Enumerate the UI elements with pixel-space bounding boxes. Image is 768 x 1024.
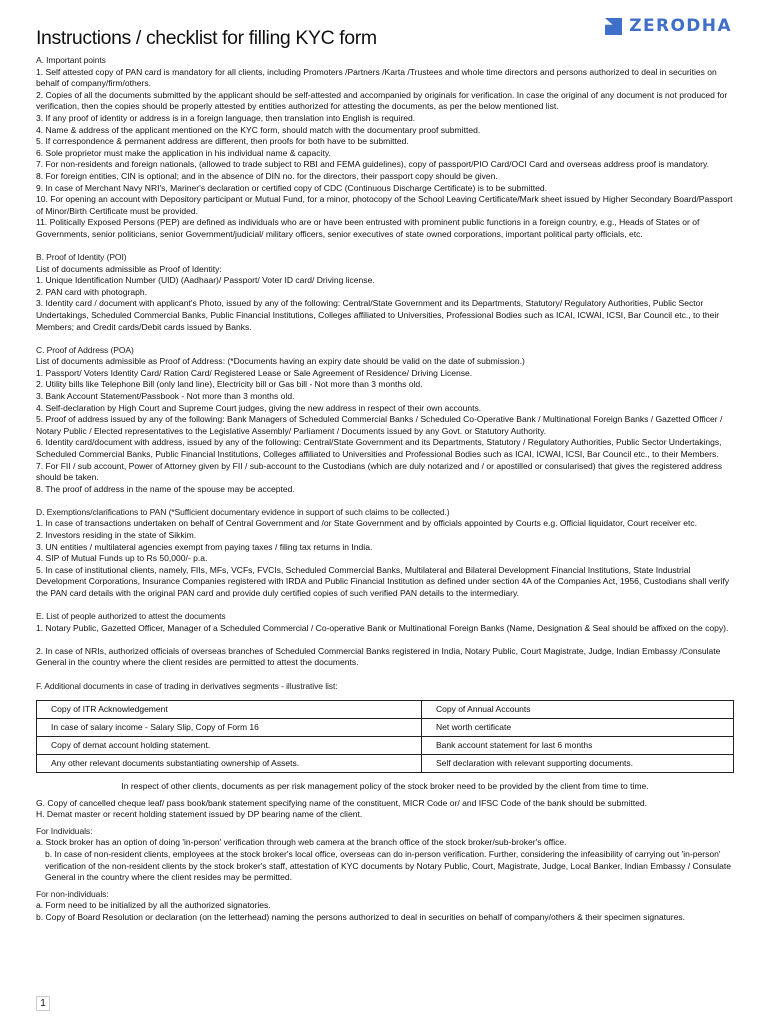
list-item: 1. Unique Identification Number (UID) (Aadhaar)/ Passport/ Voter ID card/ Driving license. [36,275,375,286]
list-item: 3. UN entities / multilateral agencies exempt from paying taxes / filing tax returns in India. [36,541,373,552]
section-heading: C. Proof of Address (POA) [36,344,134,355]
list-item: 5. If correspondence & permanent address are different, then proofs for both have to be submitted. [36,136,409,147]
table-cell: Self declaration with relevant supporting documents. [422,755,734,773]
logo-text: ZERODHA [629,16,732,36]
section-heading: F. Additional documents in case of trading in derivatives segments - illustrative list: [36,680,338,691]
section-important-points [36,55,734,241]
section-intro: List of documents admissible as Proof of Address: (*Documents having an expiry date should be valid on the date of submission.) [36,356,525,367]
derivatives-documents-table [36,700,734,773]
list-item: 1. Notary Public, Gazetted Officer, Manager of a Scheduled Commercial / Co-operative Bank or Multinational Foreign Banks (Name, Designation & Seal should be affixed on the copy). [36,622,729,633]
table-cell: Bank account statement for last 6 months [422,737,734,755]
section-proof-of-address [36,345,734,496]
section-heading: D. Exemptions/clarifications to PAN (*Sufficient documentary evidence in support of such claims to be collected.) [36,506,450,517]
page-title: Instructions / checklist for filling KYC form [36,27,377,49]
section-for-individuals [36,826,734,884]
table-row [37,701,734,719]
section-for-non-individuals [36,889,734,924]
list-item: 3. If any proof of identity or address is in a foreign language, then translation into English is required. [36,112,416,123]
list-item: 6. Sole proprietor must make the application in his individual name & capacity. [36,147,331,158]
section-heading: For Individuals: [36,825,93,836]
list-item: 4. Name & address of the applicant mentioned on the KYC form, should match with the documentary proof submitted. [36,124,481,135]
list-item: 10. For opening an account with Depository participant or Mutual Fund, for a minor, photocopy of the School Leaving Certificate/Mark sheet issued by Higher Secondary Board/Passport of Minor/Birth Certificate must be provided. [36,194,733,216]
list-item: 3. Identity card / document with applicant's Photo, issued by any of the following: Central/State Government and its Departments, Statutory/ Regulatory Authorities, Public Sector Undertakings, Scheduled Commercial Banks, Public Financial Institutions, Colleges affiliated to Universities, Professional Bodies such as ICAI, ICWAI, ICSI, Bar Council etc., to their Members; and Credit cards/Debit cards issued by Banks. [36,298,720,332]
list-item: 2. Investors residing in the state of Sikkim. [36,530,197,541]
section-attesting-authorities [36,611,734,669]
list-item: a. Form need to be initialized by all the authorized signatories. [36,900,271,911]
risk-policy-note: In respect of other clients, documents as per risk management policy of the stock broker need to be provided by the client from time to time. [121,781,649,792]
section-h-demat-statement: H. Demat master or recent holding statement issued by DP bearing name of the client. [36,809,363,820]
list-item: 5. In case of institutional clients, namely, FIIs, MFs, VCFs, FVCIs, Scheduled Commercial Banks, Multilateral and Bilateral Development Financial Institutions, State Industrial Development Corporations, Insurance Companies registered with IRDA and Public Financial Institution as defined under section 4A of the Companies Act, 1956, Custodians shall verify the PAN card details with the original PAN card and provide duly certified copies of such verified PAN details to the intermediary. [36,564,730,599]
document-body [36,55,734,924]
list-item: 4. Self-declaration by High Court and Supreme Court judges, giving the new address in respect of their own accounts. [36,402,482,413]
list-item: b. Copy of Board Resolution or declaration (on the letterhead) naming the persons authorized to deal in securities on behalf of company/others & their specimen signatures. [36,912,685,923]
table-row [37,755,734,773]
list-item: 3. Bank Account Statement/Passbook - Not more than 3 months old. [36,391,295,402]
list-item: 2. Utility bills like Telephone Bill (only land line), Electricity bill or Gas bill - Not more than 3 months old. [36,379,423,390]
list-item: 7. For non-residents and foreign nationals, (allowed to trade subject to RBI and FEMA guidelines), copy of passport/PIO Card/OCI Card and overseas address proof is mandatory. [36,159,710,170]
section-heading: A. Important points [36,55,106,65]
table-cell: Any other relevant documents substantiating ownership of Assets. [37,755,422,773]
list-item: 2. In case of NRIs, authorized officials of overseas branches of Scheduled Commercial Banks registered in India, Notary Public, Court Magistrate, Judge, Indian Embassy /Consulate General in the country where the client resides are permitted to attest the documents. [36,645,721,668]
list-item: b. In case of non-resident clients, employees at the stock broker's local office, overseas can do in-person verification. Further, considering the infeasibility of carrying out 'in-person' verification of the non-resident clients by the stock broker's staff, attestation of KYC documents by Notary Public, Court, Magistrate, Judge, Local Banker, Indian Embassy / Consulate General in the country where the client resides may be permitted. [45,849,732,883]
table-cell: Copy of Annual Accounts [422,701,734,719]
section-pan-exemptions [36,507,734,600]
table-row [37,719,734,737]
list-item: 7. For FII / sub account, Power of Attorney given by FII / sub-account to the Custodians (which are duly notarized and / or apostilled or consularised) that gives the registered address should be taken. [36,460,723,483]
section-heading: B. Proof of Identity (POI) [36,252,127,262]
zerodha-logo [605,16,732,36]
section-heading: E. List of people authorized to attest the documents [36,611,226,622]
section-proof-of-identity [36,252,734,333]
list-item: 1. Self attested copy of PAN card is mandatory for all clients, including Promoters /Partners /Karta /Trustees and whole time directors and persons authorized to deal in securities on behalf of company/firm/others. [36,66,717,89]
list-item: 1. In case of transactions undertaken on behalf of Central Government and /or State Government and by officials appointed by Courts e.g. Official liquidator, Court receiver etc. [36,518,698,529]
table-cell: In case of salary income - Salary Slip, Copy of Form 16 [37,719,422,737]
list-item: 11. Politically Exposed Persons (PEP) are defined as individuals who are or have been entrusted with prominent public functions in a foreign country, e.g., Heads of States or of Governments, senior politicians, senior Government/judicial/ military officers, senior executives of state owned corporations, important political party officials, etc. [36,217,700,239]
table-row [37,737,734,755]
list-item: 1. Passport/ Voters Identity Card/ Ration Card/ Registered Lease or Sale Agreement of Residence/ Driving License. [36,367,473,378]
list-item: 6. Identity card/document with address, issued by any of the following: Central/State Government and its Departments, Statutory / Regulatory Authorities, Public Sector Undertakings, Scheduled Commercial Banks, Public Financial Institutions, Colleges affiliated to Universities and Professional Bodies such as ICAI, ICWAI, ICSI, Bar Council etc., to their Members. [36,437,722,459]
list-item: a. Stock broker has an option of doing 'in-person' verification through web camera at the branch office of the stock broker/sub-broker's office. [36,837,567,848]
list-item: 8. The proof of address in the name of the spouse may be accepted. [36,483,295,494]
list-item: 9. In case of Merchant Navy NRI's, Mariner's declaration or certified copy of CDC (Continuous Discharge Certificate) is to be submitted. [36,182,548,193]
page-number: 1 [36,996,50,1011]
list-item: 4. SIP of Mutual Funds up to Rs 50,000/- p.a. [36,553,208,564]
section-g-cancelled-cheque: G. Copy of cancelled cheque leaf/ pass book/bank statement specifying name of the constituent, MICR Code or/ and IFSC Code of the bank should be submitted. [36,797,647,808]
section-derivatives-documents [36,681,734,793]
section-intro: List of documents admissible as Proof of Identity: [36,263,222,274]
list-item: 5. Proof of address issued by any of the following: Bank Managers of Scheduled Commercial Banks / Scheduled Co-Operative Bank / Multinational Foreign Banks / Gazetted Officer / Notary Public / Elected representatives to the Legislative Assembly/ Parliament / Documents issued by any Govt. or Statutory Authority. [36,414,723,436]
list-item: 8. For foreign entities, CIN is optional; and in the absence of DIN no. for the directors, their passport copy should be given. [36,170,498,181]
list-item: 2. PAN card with photograph. [36,286,148,297]
list-item: 2. Copies of all the documents submitted by the applicant should be self-attested and accompanied by originals for verification. In case the original of any document is not produced for verification, then the copies should be properly attested by entities authorized for attesting the documents, as per the below mentioned list. [36,89,728,112]
table-cell: Net worth certificate [422,719,734,737]
section-heading: For non-individuals: [36,888,109,899]
zerodha-logo-icon [605,18,622,35]
table-cell: Copy of demat account holding statement. [37,737,422,755]
table-cell: Copy of ITR Acknowledgement [37,701,422,719]
